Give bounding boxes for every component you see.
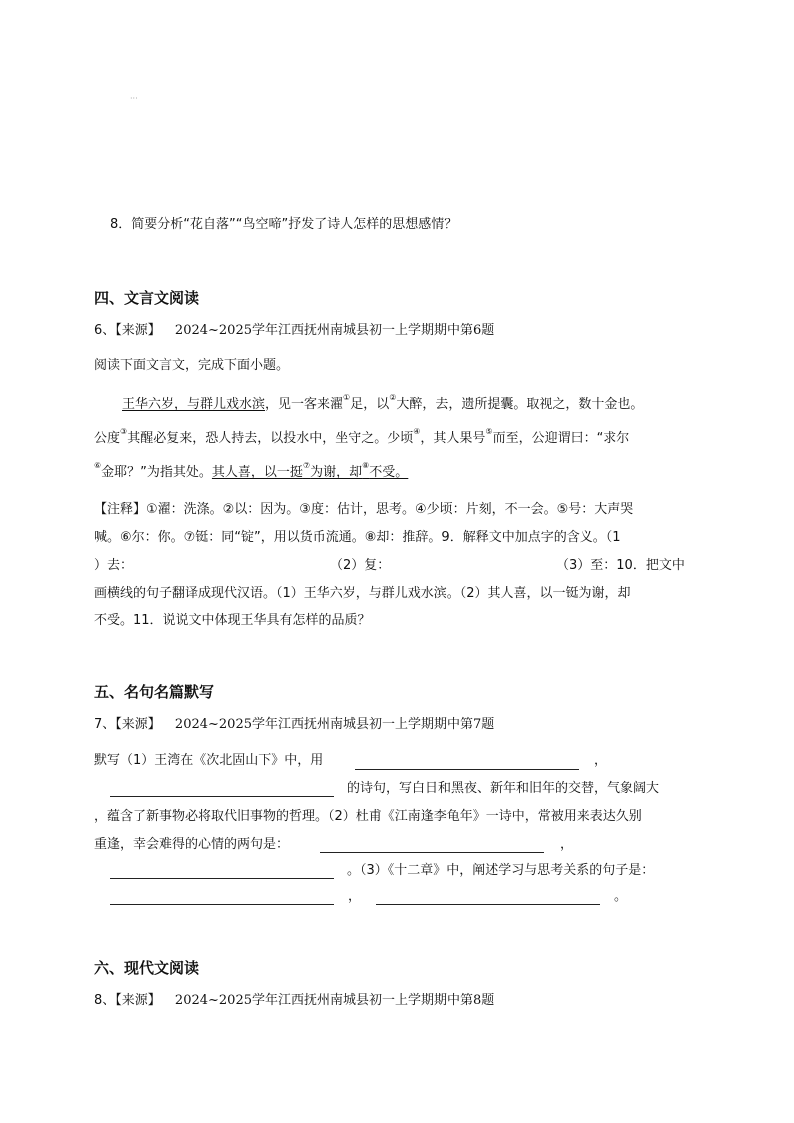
passage-text: 足，以 (350, 397, 390, 412)
source-text: 2024~2025学年江西抚州南城县初一上学期期中第6题 (174, 323, 495, 338)
passage-text: 金耶？”为指其处。 (101, 465, 212, 480)
notes-line-2: 喊。⑥尔：你。⑦铤：同“锭”，用以货币流通。⑧却：推辞。9．解释文中加点字的含义。（1 (94, 530, 621, 545)
comma: ， (560, 837, 574, 852)
comma: ， (348, 889, 362, 904)
notes-line-1: 【注释】①濯：洗涤。②以：因为。③度：估计，思考。④少顷：片刻，不一会。⑤号：大声哭 (94, 502, 634, 517)
answer-blank-1[interactable] (355, 769, 579, 770)
passage-text: 不受。 (369, 465, 409, 480)
answer-blank-3[interactable] (320, 852, 544, 853)
footnote-mark: ① (343, 393, 351, 402)
passage-text: ，见一客来濯 (265, 397, 344, 412)
footnote-mark: ⑦ (302, 461, 311, 470)
notes-line-3a: ）去： (94, 558, 134, 573)
footnote-mark: ⑤ (485, 427, 493, 436)
section-5-title: 五、名句名篇默写 (94, 683, 215, 701)
passage-line-2 (94, 427, 630, 448)
dictation-line-5: 。（3）《十二章》中，阐述学习与思考关系的句子是： (347, 863, 655, 878)
dictation-line-2: 的诗句，写白日和黑夜、新年和旧年的交替，气象阔大 (347, 781, 660, 796)
passage-text: 其人喜，以一挺 (211, 465, 303, 480)
source-label: 8、【来源】 (94, 993, 161, 1008)
notes-line-5: 不受。11．说说文中体现王华具有怎样的品质？ (94, 613, 371, 628)
footnote-mark: ⑥ (94, 461, 102, 470)
question-8: 8．简要分析“花自落”“鸟空啼”抒发了诗人怎样的思想感情？ (110, 217, 458, 232)
source-label: 7、【来源】 (94, 717, 161, 732)
passage-text: 大醉，去，遗所提囊。取视之，数十金也。 (396, 397, 644, 412)
passage-text: 公度 (94, 431, 121, 446)
comma: ， (594, 753, 608, 768)
section-6-title: 六、现代文阅读 (94, 959, 200, 977)
period: 。 (614, 889, 628, 904)
notes-line-3b: （2）复： (330, 558, 391, 573)
underlined-sentence-1: 王华六岁，与群儿戏水滨 (122, 397, 266, 412)
passage-text: 而至，公迎谓曰：“求尔 (492, 431, 630, 446)
footnote-mark: ③ (120, 427, 128, 436)
section-6-source (94, 992, 494, 1010)
footnote-mark: ④ (413, 427, 421, 436)
decorative-dots: ··· (130, 94, 138, 103)
dictation-line-3: ，蕴含了新事物必将取代旧事物的哲理。（2）杜甫《江南逢李龟年》一诗中，常被用来表达久别 (94, 809, 642, 824)
footnote-mark: ⑧ (362, 461, 370, 470)
answer-blank-2[interactable] (110, 796, 334, 797)
passage-text: 为谢，却 (310, 465, 363, 480)
answer-blank-5[interactable] (110, 904, 334, 905)
dictation-line-1: 默写（1）王湾在《次北固山下》中，用 (94, 753, 324, 768)
section-4-source (94, 322, 494, 340)
section-5-source (94, 716, 494, 734)
footnote-mark: ② (389, 393, 397, 402)
passage-text: ，其人果号 (420, 431, 486, 446)
answer-blank-4[interactable] (110, 878, 334, 879)
notes-line-3c: （3）至：10．把文中 (556, 558, 685, 573)
notes-line-4: 画横线的句子翻译成现代汉语。（1）王华六岁，与群儿戏水滨。（2）其人喜，以一铤为谢，却 (94, 586, 631, 601)
source-text: 2024~2025学年江西抚州南城县初一上学期期中第8题 (174, 993, 495, 1008)
source-label: 6、【来源】 (94, 323, 161, 338)
dictation-line-4: 重逢，幸会难得的心情的两句是： (94, 837, 290, 852)
passage-text: 其醒必复来，恐人持去，以投水中，坐守之。少顷 (127, 431, 414, 446)
answer-blank-6[interactable] (376, 904, 600, 905)
source-text: 2024~2025学年江西抚州南城县初一上学期期中第7题 (174, 717, 495, 732)
passage-line-1 (122, 393, 644, 414)
passage-line-3 (94, 461, 409, 482)
section-4-title: 四、文言文阅读 (94, 289, 200, 307)
underlined-sentence-2 (211, 461, 409, 480)
reading-instruction: 阅读下面文言文，完成下面小题。 (94, 358, 290, 373)
